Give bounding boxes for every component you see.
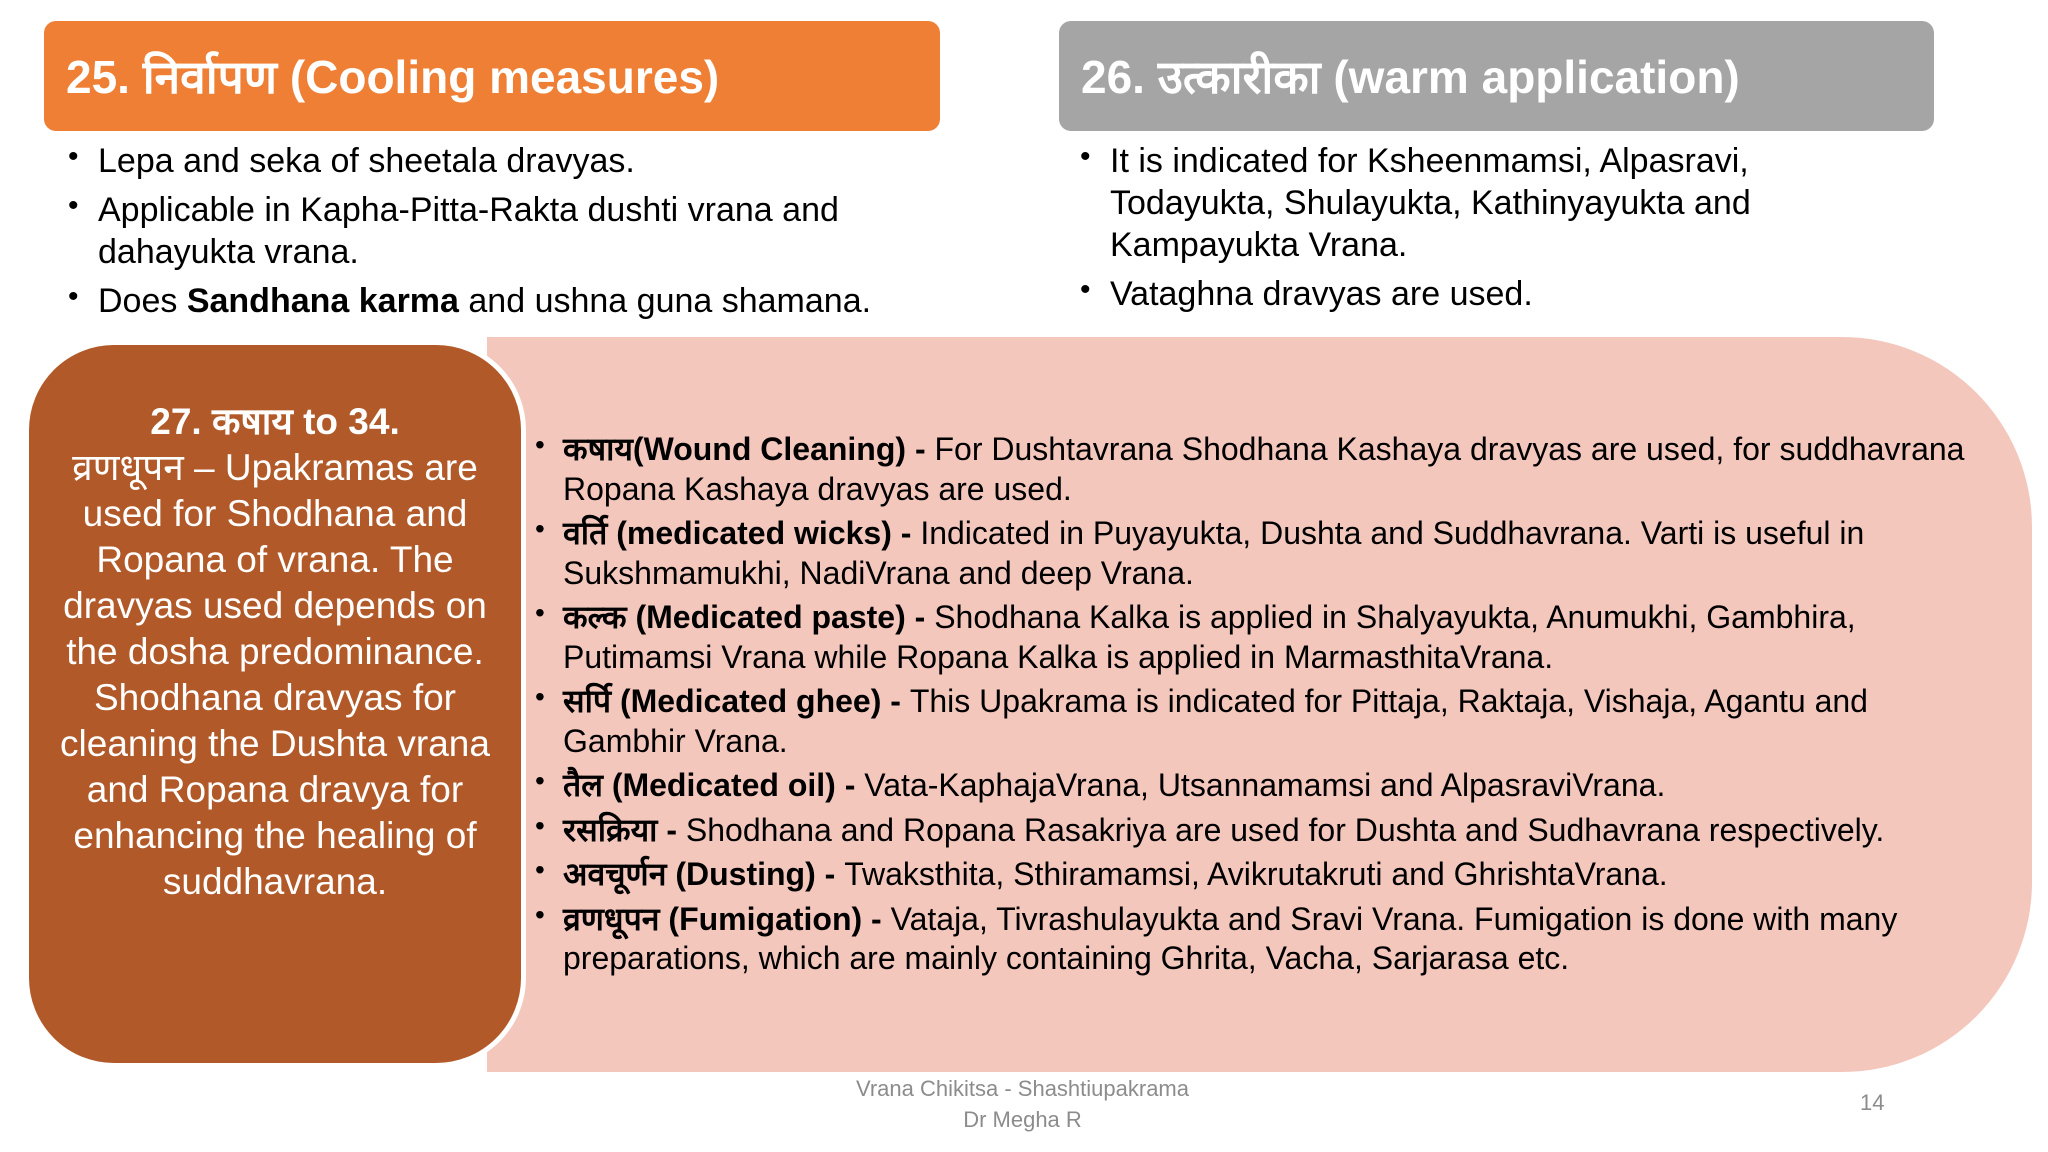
list-item — [535, 766, 1975, 806]
bullet-text: and ushna guna shamana. — [458, 282, 872, 320]
section-26-header — [1059, 21, 1934, 131]
bullet-text: Does — [98, 282, 187, 320]
upakrama-text: Shodhana Kalka is applied in Shalyayukta, Anumukhi, Gambhira, Putimamsi Vrana while Ropana Kalka is applied in MarmasthitaVrana. — [563, 599, 1856, 675]
list-item — [535, 855, 1975, 895]
section-27-body: व्रणधूपन – Upakramas are used for Shodhana and Ropana of vrana. The dravyas used depends on the dosha predominance. Shodhana dravyas for cleaning the Dushta vrana and Ropana dravya for enhancing the healing of suddhavrana. — [60, 447, 490, 902]
upakrama-term: रसक्रिया - — [563, 811, 686, 848]
section-25-header — [44, 21, 940, 131]
list-item — [535, 900, 1975, 979]
upakrama-term: तैल (Medicated oil) - — [563, 767, 865, 803]
upakrama-text: Twaksthita, Sthiramamsi, Avikrutakruti and GhrishtaVrana. — [844, 856, 1668, 892]
section-26-title: 26. उत्कारीका (warm application) — [1081, 51, 1740, 103]
list-item: • Vataghna dravyas are used. — [1080, 273, 1900, 315]
upakrama-text: Vataja, Tivrashulayukta and Sravi Vrana. Fumigation is done with many preparations, which are mainly containing Ghrita, Vacha, Sarjarasa etc. — [563, 900, 1898, 976]
upakrama-text: This Upakrama is indicated for Pittaja, Raktaja, Vishaja, Agantu and Gambhir Vrana. — [563, 683, 1868, 759]
list-item — [535, 430, 1975, 509]
list-item: • Applicable in Kapha-Pitta-Rakta dushti vrana and dahayukta vrana. — [68, 189, 928, 273]
list-item — [535, 598, 1975, 677]
upakrama-list — [535, 430, 1975, 984]
bullet-bold-text: Sandhana karma — [186, 282, 459, 320]
upakrama-term: कल्क (Medicated paste) - — [563, 599, 935, 635]
section-27-lead: 27. कषाय to 34. — [150, 401, 400, 442]
list-item: • It is indicated for Ksheenmamsi, Alpasravi, Todayukta, Shulayukta, Kathinyayukta and Kampayukta Vrana. — [1080, 140, 1900, 266]
section-26-list — [1080, 140, 1900, 322]
section-25-list — [68, 140, 928, 329]
list-item — [68, 280, 928, 322]
upakrama-term: व्रणधूपन (Fumigation) - — [563, 900, 891, 937]
footer-title: Vrana Chikitsa - Shashtiupakrama — [855, 1076, 1189, 1101]
section-27-panel — [24, 340, 526, 1068]
upakrama-text: Shodhana and Ropana Rasakriya are used for Dushta and Sudhavrana respectively. — [685, 811, 1885, 848]
upakrama-term: वर्ति (medicated wicks) - — [563, 515, 921, 551]
footer-author: Dr Megha R — [963, 1107, 1082, 1132]
upakrama-term: अवचूर्णन (Dusting) - — [563, 856, 845, 892]
slide-footer — [780, 1073, 1265, 1135]
list-item — [535, 682, 1975, 761]
list-item — [535, 514, 1975, 593]
upakrama-term: कषाय(Wound Cleaning) - — [563, 431, 935, 467]
upakrama-text: Indicated in Puyayukta, Dushta and Suddhavrana. Varti is useful in Sukshmamukhi, NadiVrana and deep Vrana. — [563, 515, 1865, 591]
list-item: • Lepa and seka of sheetala dravyas. — [68, 140, 928, 182]
upakrama-text: For Dushtavrana Shodhana Kashaya dravyas are used, for suddhavrana Ropana Kashaya dravyas are used. — [563, 431, 1965, 507]
list-item — [535, 811, 1975, 851]
section-25-title: 25. निर्वापण (Cooling measures) — [66, 51, 720, 103]
upakrama-term: सर्पि (Medicated ghee) - — [563, 683, 910, 719]
upakrama-text: Vata-KaphajaVrana, Utsannamamsi and AlpasraviVrana. — [864, 767, 1666, 803]
page-number: 14 — [1860, 1090, 1885, 1115]
